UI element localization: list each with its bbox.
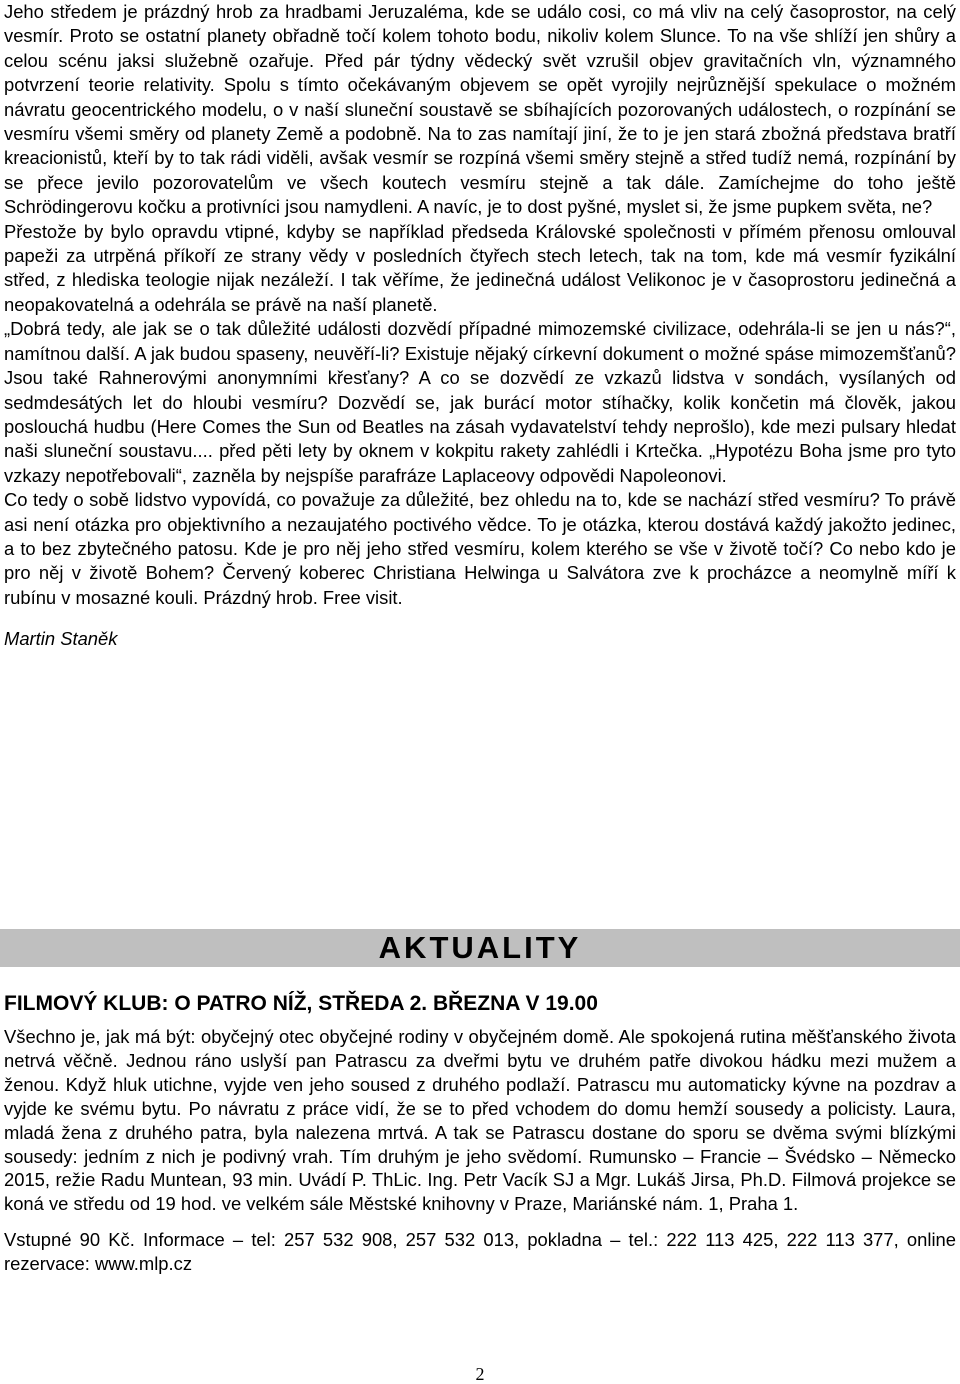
event-contact-info: Vstupné 90 Kč. Informace – tel: 257 532 908, 257 532 013, pokladna – tel.: 222 113 425, 222 113 377, online rezervace: www.mlp.cz — [4, 1229, 956, 1275]
article-paragraph-1: Jeho středem je prázdný hrob za hradbami Jeruzaléma, kde se událo cosi, co má vliv na celý časoprostor, na celý vesmír. Proto se ostatní planety obřadně točí kolem tohoto bodu, nikoliv kolem Slunce. To na vše shlíží jen shůry a celou scénu jaksi služebně ozařuje. Před pár týdny vědecký svět vzrušil objev gravitačních vln, významného potvrzení teorie relativity. Spolu s tímto očekávaným objevem se opět vyrojily nejrůznější spekulace o možném návratu geocentrického modelu, o v naší sluneční soustavě se sbíhajících pozorovaných událostech, o rozpínání se vesmíru všemi směry od planety Země a podobně. Na to zas namítají jiní, že to je jen stará zbožná představa bratří kreacionistů, kteří by to tak rádi viděli, avšak vesmír se rozpíná všemi směry stejně a střed tudíž nemá, rozpínání by se přece jevilo pozorovatelům ve všech koutech vesmíru stejně a tak dále. Zamíchejme do toho ještě Schrödingerovu kočku a protivníci jsou namydleni. A navíc, je to dost pyšné, myslet si, že jsme pupkem světa, ne? — [4, 1, 956, 218]
article-paragraph-4: Co tedy o sobě lidstvo vypovídá, co považuje za důležité, bez ohledu na to, kde se nachází střed vesmíru? To právě asi není otázka pro objektivního a nezaujatého poctivého vědce. To je otázka, kterou dostává každý jakožto jedinec, a to bez zbytečného patosu. Kde je pro něj jeho střed vesmíru, kolem kterého se vše v životě točí? Co nebo kdo je pro něj v životě Bohem? Červený koberec Christiana Helwinga u Salvátora zve k procházce a neomylně míří k rubínu v mosazné kouli. Prázdný hrob. Free visit. — [4, 489, 956, 608]
event-heading: FILMOVÝ KLUB: O PATRO NÍŽ, STŘEDA 2. BŘEZNA V 19.00 — [4, 992, 598, 1015]
article-paragraph-3: „Dobrá tedy, ale jak se o tak důležité události dozvědí případné mimozemské civilizace, odehrála-li se jen u nás?“, namítnou další. A jak budou spaseny, neuvěří-li? Existuje nějaký církevní dokument o možné spáse mimozemšťanů? Jsou také Rahnerovými anonymními křesťany? A co se dozvědí ze vzkazů lidstva v sondách, vysílaných od sedmdesátých let do hloubi vesmíru? Dozvědí se, jak burácí motor stíhačky, kolik končetin má člověk, jakou poslouchá hudbu (Here Comes the Sun od Beatles na zásah vydavatelství tehdy neprošlo), kde mezi pulsary hledat naši sluneční soustavu.... před pěti lety by oknem v kokpitu rakety zahlédli i Krtečka. „Hypotézu Boha jsme pro tyto vzkazy nepotřebovali“, zazněla by nejspíše parafráze Laplaceovy odpovědi Napoleonovi. — [4, 318, 956, 486]
article-author: Martin Staněk — [4, 628, 118, 650]
event-body — [4, 1025, 956, 1276]
article — [4, 0, 956, 651]
section-title: AKTUALITY — [378, 930, 582, 965]
article-paragraph-2: Přestože by bylo opravdu vtipné, kdyby se například předseda Královské společnosti v přímém přenosu omlouval papeži za utrpěná příkoří ze strany vědy v posledních čtyřech stech letech, tak na tom, kde má vesmír fyzikální střed, z hlediska teologie nijak nezáleží. I tak věříme, že jedinečná událost Velikonoc je v časoprostoru jedinečná a neopakovatelná a odehrála se právě na naší planetě. — [4, 220, 956, 315]
page-number: 2 — [475, 1364, 485, 1384]
event-description: Všechno je, jak má být: obyčejný otec obyčejné rodiny v obyčejném domě. Ale spokojená rutina měšťanského života netrvá věčně. Jednou ráno uslyší pan Patrascu za dveřmi bytu ve druhém patře divokou hádku mezi mužem a ženou. Když hluk utichne, vyjde ven jeho soused z druhého podlaží. Patrascu mu automaticky kývne na pozdrav a vyjde ke svému bytu. Po návratu z práce vidí, že se to před vchodem do domu hemží sousedy a policisty. Laura, mladá žena z druhého patra, byla nalezena mrtvá. A tak se Patrascu dostane do sporu se dvěma svými blízkými sousedy: jedním z nich je podivný vrah. Tím druhým je jeho svědomí. Rumunsko – Francie – Švédsko – Německo 2015, režie Radu Muntean, 93 min. Uvádí P. ThLic. Ing. Petr Vacík SJ a Mgr. Lukáš Jirsa, Ph.D. Filmová projekce se koná ve středu od 19 hod. ve velkém sále Městské knihovny v Praze, Mariánské nám. 1, Praha 1. — [4, 1026, 956, 1215]
